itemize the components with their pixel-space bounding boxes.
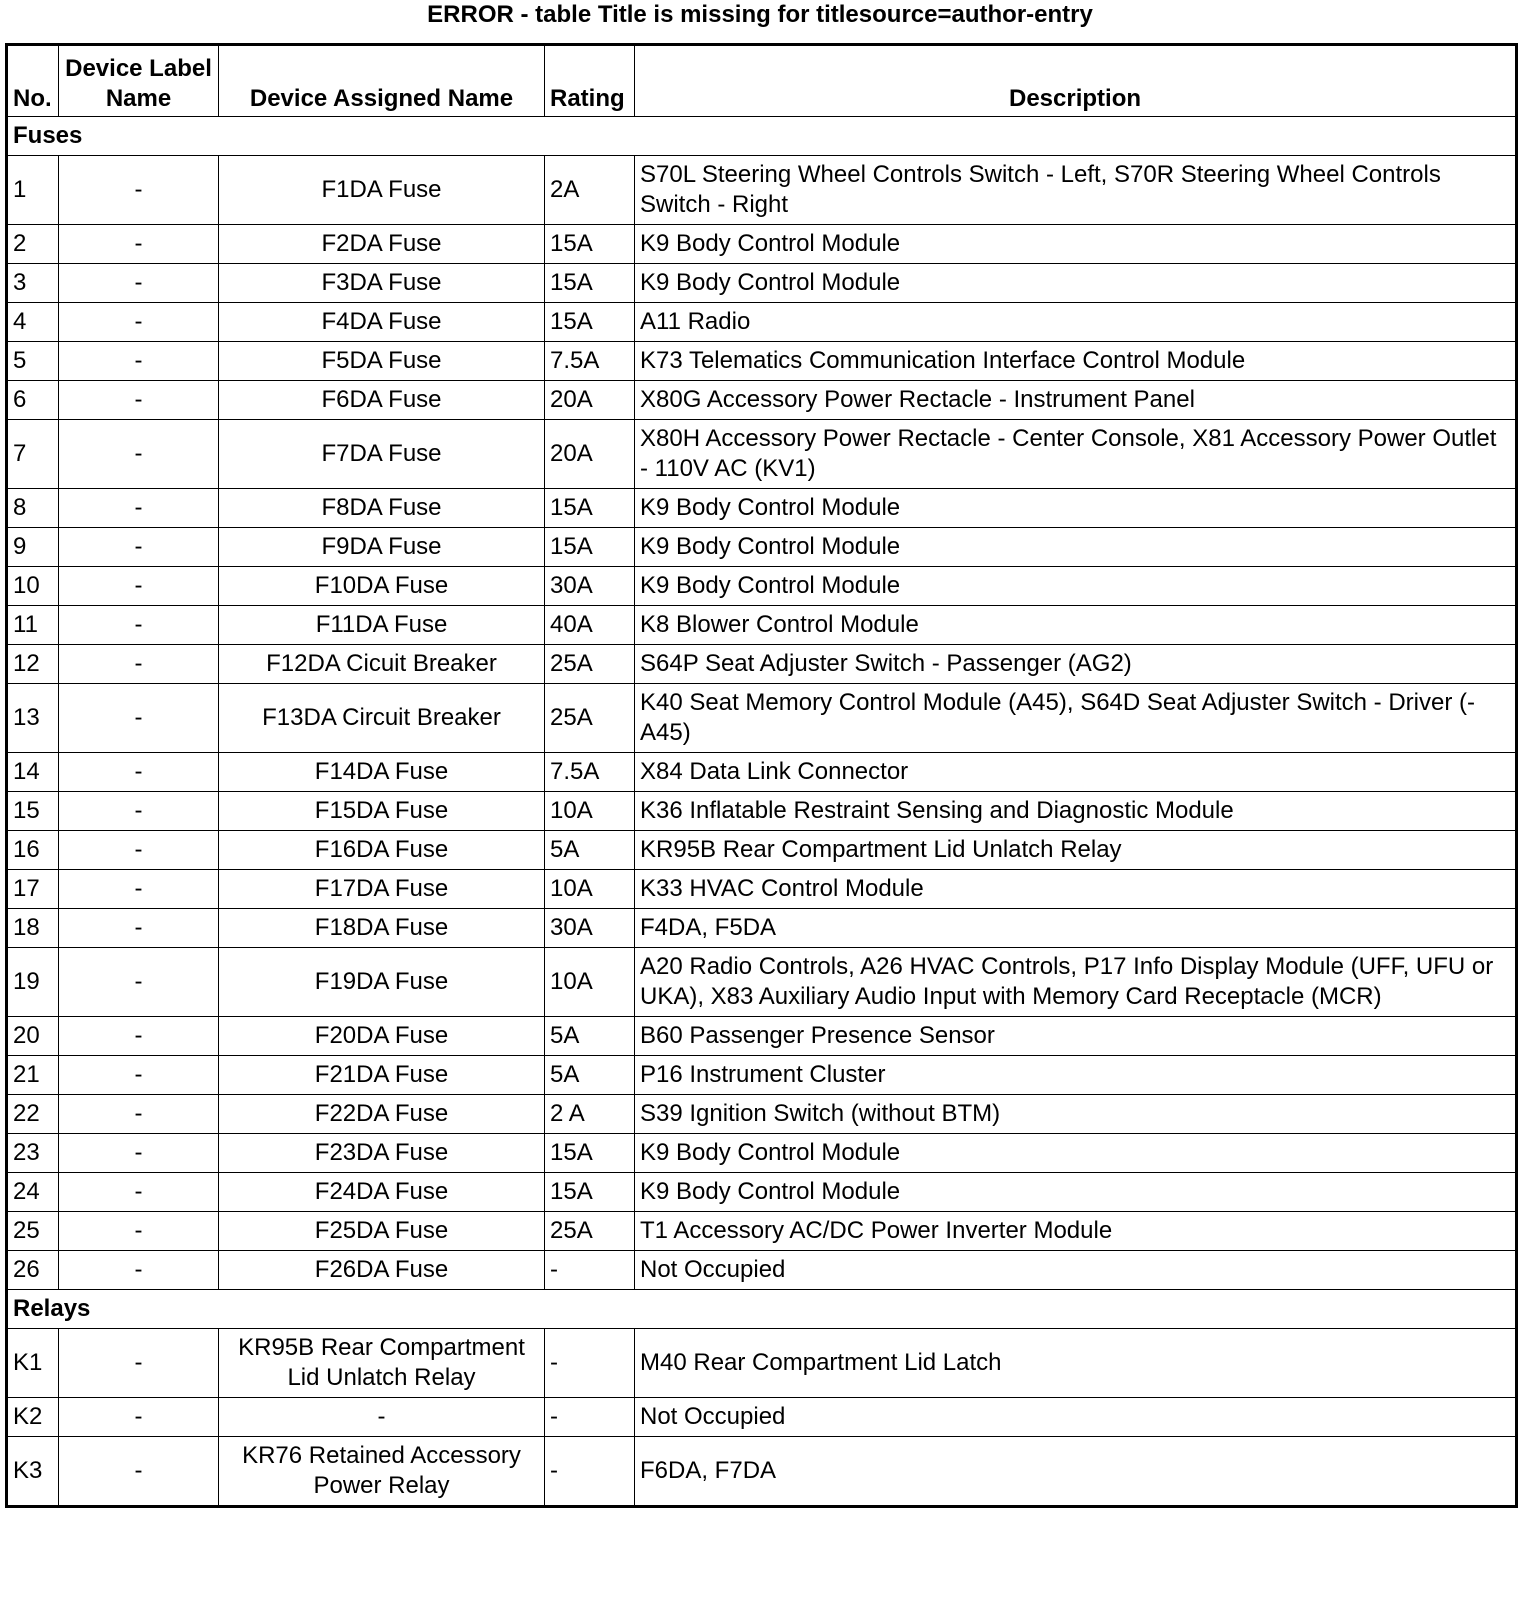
col-header-name: Device Assigned Name (219, 45, 545, 117)
cell-no: 19 (7, 948, 59, 1017)
cell-description: A11 Radio (635, 303, 1517, 342)
cell-description: T1 Accessory AC/DC Power Inverter Module (635, 1212, 1517, 1251)
fuse-row (7, 870, 1517, 909)
cell-description: K73 Telematics Communication Interface Control Module (635, 342, 1517, 381)
cell-no: 25 (7, 1212, 59, 1251)
cell-rating: 25A (545, 1212, 635, 1251)
cell-name: F2DA Fuse (219, 225, 545, 264)
fuse-row (7, 684, 1517, 753)
cell-no: 22 (7, 1095, 59, 1134)
cell-no: 1 (7, 156, 59, 225)
fuse-row (7, 909, 1517, 948)
cell-description: K9 Body Control Module (635, 489, 1517, 528)
relay-row (7, 1398, 1517, 1437)
cell-description: Not Occupied (635, 1251, 1517, 1290)
cell-rating: 15A (545, 489, 635, 528)
cell-rating: - (545, 1437, 635, 1507)
cell-no: 13 (7, 684, 59, 753)
cell-name: F6DA Fuse (219, 381, 545, 420)
cell-no: 16 (7, 831, 59, 870)
cell-name: F19DA Fuse (219, 948, 545, 1017)
cell-description: K8 Blower Control Module (635, 606, 1517, 645)
cell-rating: 15A (545, 1173, 635, 1212)
cell-name: F23DA Fuse (219, 1134, 545, 1173)
cell-description: K40 Seat Memory Control Module (A45), S64D Seat Adjuster Switch - Driver (-A45) (635, 684, 1517, 753)
cell-name: F4DA Fuse (219, 303, 545, 342)
cell-name: F14DA Fuse (219, 753, 545, 792)
cell-label: - (59, 831, 219, 870)
cell-description: B60 Passenger Presence Sensor (635, 1017, 1517, 1056)
cell-rating: 5A (545, 1017, 635, 1056)
cell-rating: 15A (545, 264, 635, 303)
fuse-row (7, 606, 1517, 645)
cell-description: K9 Body Control Module (635, 567, 1517, 606)
cell-label: - (59, 1017, 219, 1056)
cell-description: K33 HVAC Control Module (635, 870, 1517, 909)
header-row (7, 45, 1517, 117)
fuse-row (7, 342, 1517, 381)
cell-description: Not Occupied (635, 1398, 1517, 1437)
cell-no: 24 (7, 1173, 59, 1212)
cell-name: F24DA Fuse (219, 1173, 545, 1212)
fuse-row (7, 831, 1517, 870)
fuse-row (7, 225, 1517, 264)
cell-label: - (59, 684, 219, 753)
cell-rating: 7.5A (545, 753, 635, 792)
cell-name: KR95B Rear Compartment Lid Unlatch Relay (219, 1329, 545, 1398)
table-title: ERROR - table Title is missing for titlesource=author-entry (427, 1, 1093, 28)
cell-label: - (59, 1173, 219, 1212)
cell-no: 26 (7, 1251, 59, 1290)
cell-no: 17 (7, 870, 59, 909)
cell-no: K1 (7, 1329, 59, 1398)
cell-label: - (59, 303, 219, 342)
cell-name: F20DA Fuse (219, 1017, 545, 1056)
cell-label: - (59, 1212, 219, 1251)
cell-label: - (59, 1251, 219, 1290)
cell-label: - (59, 567, 219, 606)
cell-name: F13DA Circuit Breaker (219, 684, 545, 753)
cell-description: K9 Body Control Module (635, 1134, 1517, 1173)
cell-rating: 10A (545, 870, 635, 909)
cell-label: - (59, 792, 219, 831)
cell-label: - (59, 1056, 219, 1095)
col-header-label: Device Label Name (59, 45, 219, 117)
cell-no: 2 (7, 225, 59, 264)
cell-no: 8 (7, 489, 59, 528)
cell-description: K36 Inflatable Restraint Sensing and Diagnostic Module (635, 792, 1517, 831)
cell-name: F15DA Fuse (219, 792, 545, 831)
cell-description: K9 Body Control Module (635, 264, 1517, 303)
fuse-row (7, 1095, 1517, 1134)
fuse-row (7, 1173, 1517, 1212)
cell-label: - (59, 381, 219, 420)
cell-description: F6DA, F7DA (635, 1437, 1517, 1507)
cell-no: 3 (7, 264, 59, 303)
cell-name: F25DA Fuse (219, 1212, 545, 1251)
cell-name: F16DA Fuse (219, 831, 545, 870)
cell-no: 18 (7, 909, 59, 948)
cell-name: F5DA Fuse (219, 342, 545, 381)
cell-label: - (59, 909, 219, 948)
cell-label: - (59, 645, 219, 684)
cell-description: F4DA, F5DA (635, 909, 1517, 948)
cell-label: - (59, 1329, 219, 1398)
cell-description: S70L Steering Wheel Controls Switch - Left, S70R Steering Wheel Controls Switch - Right (635, 156, 1517, 225)
cell-label: - (59, 420, 219, 489)
fuse-row (7, 1134, 1517, 1173)
cell-label: - (59, 264, 219, 303)
col-header-no: No. (7, 45, 59, 117)
cell-label: - (59, 870, 219, 909)
cell-rating: - (545, 1329, 635, 1398)
cell-rating: 15A (545, 303, 635, 342)
cell-name: F10DA Fuse (219, 567, 545, 606)
cell-name: F22DA Fuse (219, 1095, 545, 1134)
cell-name: KR76 Retained Accessory Power Relay (219, 1437, 545, 1507)
fuse-row (7, 792, 1517, 831)
cell-no: 12 (7, 645, 59, 684)
cell-label: - (59, 753, 219, 792)
cell-name: F26DA Fuse (219, 1251, 545, 1290)
cell-label: - (59, 342, 219, 381)
cell-rating: - (545, 1398, 635, 1437)
cell-rating: 30A (545, 567, 635, 606)
fuse-row (7, 753, 1517, 792)
section-heading: Fuses (7, 117, 1517, 156)
cell-description: K9 Body Control Module (635, 225, 1517, 264)
section-row-relays (7, 1290, 1517, 1329)
fuse-row (7, 1056, 1517, 1095)
cell-no: 14 (7, 753, 59, 792)
cell-rating: 15A (545, 225, 635, 264)
fuse-row (7, 1212, 1517, 1251)
cell-description: X80G Accessory Power Rectacle - Instrument Panel (635, 381, 1517, 420)
fuse-row (7, 420, 1517, 489)
cell-no: 10 (7, 567, 59, 606)
cell-rating: 5A (545, 1056, 635, 1095)
cell-no: 21 (7, 1056, 59, 1095)
fuse-row (7, 645, 1517, 684)
cell-description: X80H Accessory Power Rectacle - Center Console, X81 Accessory Power Outlet - 110V AC (KV1) (635, 420, 1517, 489)
cell-label: - (59, 948, 219, 1017)
cell-rating: 2A (545, 156, 635, 225)
fuse-row (7, 1017, 1517, 1056)
fuse-row (7, 264, 1517, 303)
cell-no: K2 (7, 1398, 59, 1437)
cell-rating: 2 A (545, 1095, 635, 1134)
table-body (7, 117, 1517, 1507)
cell-name: F7DA Fuse (219, 420, 545, 489)
cell-no: 20 (7, 1017, 59, 1056)
cell-rating: 15A (545, 528, 635, 567)
cell-no: 6 (7, 381, 59, 420)
cell-name: F11DA Fuse (219, 606, 545, 645)
cell-rating: 10A (545, 792, 635, 831)
cell-description: K9 Body Control Module (635, 1173, 1517, 1212)
cell-description: P16 Instrument Cluster (635, 1056, 1517, 1095)
cell-rating: 40A (545, 606, 635, 645)
cell-no: 11 (7, 606, 59, 645)
cell-rating: 10A (545, 948, 635, 1017)
fuse-row (7, 303, 1517, 342)
cell-rating: 20A (545, 420, 635, 489)
cell-name: F8DA Fuse (219, 489, 545, 528)
cell-label: - (59, 1134, 219, 1173)
cell-rating: 25A (545, 684, 635, 753)
cell-name: - (219, 1398, 545, 1437)
cell-no: 23 (7, 1134, 59, 1173)
cell-no: 9 (7, 528, 59, 567)
cell-description: M40 Rear Compartment Lid Latch (635, 1329, 1517, 1398)
fuse-row (7, 567, 1517, 606)
relay-row (7, 1437, 1517, 1507)
cell-description: KR95B Rear Compartment Lid Unlatch Relay (635, 831, 1517, 870)
cell-label: - (59, 489, 219, 528)
cell-no: K3 (7, 1437, 59, 1507)
cell-rating: 15A (545, 1134, 635, 1173)
cell-no: 5 (7, 342, 59, 381)
cell-description: K9 Body Control Module (635, 528, 1517, 567)
fuse-row (7, 528, 1517, 567)
cell-label: - (59, 225, 219, 264)
fuse-row (7, 381, 1517, 420)
fuse-row (7, 489, 1517, 528)
fuse-row (7, 156, 1517, 225)
cell-label: - (59, 1398, 219, 1437)
fuse-row (7, 1251, 1517, 1290)
cell-no: 7 (7, 420, 59, 489)
cell-rating: 5A (545, 831, 635, 870)
cell-rating: 20A (545, 381, 635, 420)
col-header-rating: Rating (545, 45, 635, 117)
cell-rating: 7.5A (545, 342, 635, 381)
cell-label: - (59, 1095, 219, 1134)
col-header-description: Description (635, 45, 1517, 117)
cell-description: A20 Radio Controls, A26 HVAC Controls, P17 Info Display Module (UFF, UFU or UKA), X83 Auxiliary Audio Input with Memory Card Receptacle (MCR) (635, 948, 1517, 1017)
fuse-relay-table (5, 43, 1518, 1508)
cell-label: - (59, 606, 219, 645)
cell-no: 15 (7, 792, 59, 831)
cell-rating: - (545, 1251, 635, 1290)
cell-label: - (59, 528, 219, 567)
cell-name: F3DA Fuse (219, 264, 545, 303)
cell-name: F21DA Fuse (219, 1056, 545, 1095)
cell-description: S39 Ignition Switch (without BTM) (635, 1095, 1517, 1134)
cell-description: X84 Data Link Connector (635, 753, 1517, 792)
cell-description: S64P Seat Adjuster Switch - Passenger (AG2) (635, 645, 1517, 684)
relay-row (7, 1329, 1517, 1398)
cell-name: F18DA Fuse (219, 909, 545, 948)
cell-label: - (59, 156, 219, 225)
section-row-fuses (7, 117, 1517, 156)
fuse-row (7, 948, 1517, 1017)
section-heading: Relays (7, 1290, 1517, 1329)
cell-name: F1DA Fuse (219, 156, 545, 225)
cell-name: F9DA Fuse (219, 528, 545, 567)
cell-rating: 25A (545, 645, 635, 684)
cell-rating: 30A (545, 909, 635, 948)
cell-name: F17DA Fuse (219, 870, 545, 909)
cell-no: 4 (7, 303, 59, 342)
cell-name: F12DA Cicuit Breaker (219, 645, 545, 684)
cell-label: - (59, 1437, 219, 1507)
